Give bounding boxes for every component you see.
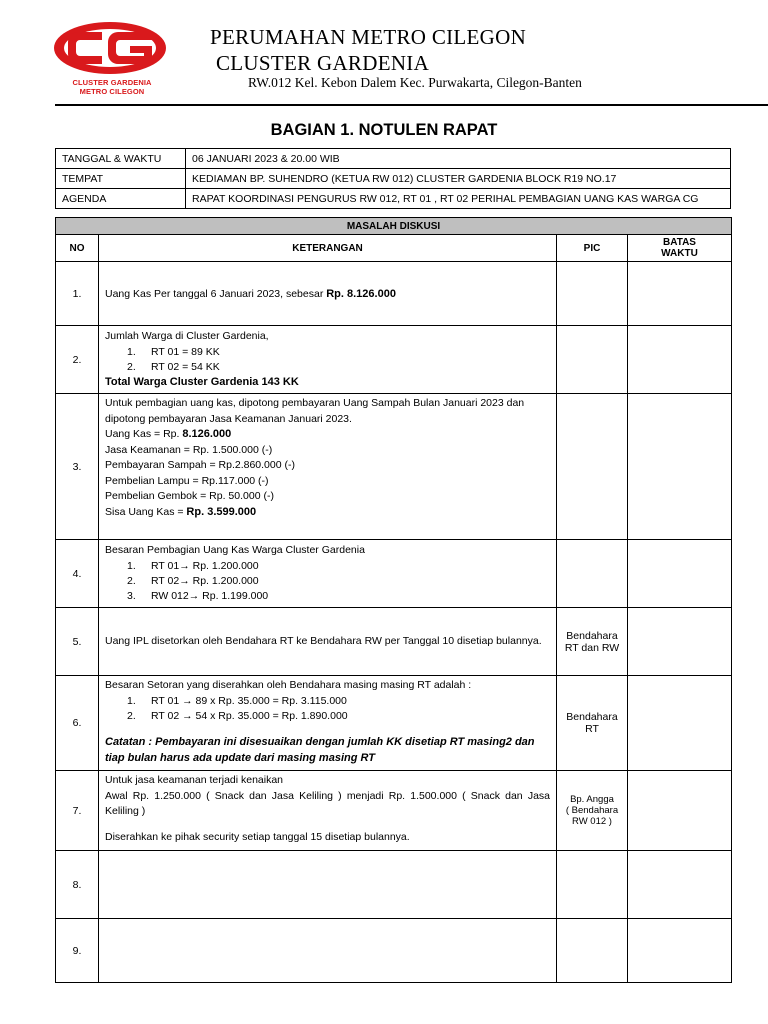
row-intro: Jumlah Warga di Cluster Gardenia,: [105, 330, 269, 342]
row-note: Catatan : Pembayaran ini disesuaikan dengan jumlah KK disetiap RT masing2 dan tiap bulan harus ada update dari masing masing RT: [105, 735, 535, 764]
row-pic: [557, 771, 628, 851]
col-deadline-header: [628, 235, 732, 262]
row-number: 7.: [56, 771, 99, 851]
row-pic: [557, 262, 628, 326]
list-item: [105, 574, 550, 589]
discussion-section-header: [56, 218, 732, 235]
table-row: [56, 608, 732, 676]
sub-list: [105, 559, 550, 604]
list-item: [105, 694, 550, 709]
table-row: [56, 919, 732, 983]
list-number: 1.: [127, 694, 136, 707]
row-description: [99, 394, 557, 540]
info-label: TEMPAT: [56, 169, 186, 189]
list-number: 2.: [127, 709, 136, 722]
meeting-info-table: [55, 148, 731, 209]
info-value: RAPAT KOORDINASI PENGURUS RW 012, RT 01 , RT 02 PERIHAL PEMBAGIAN UANG KAS WARGA CG: [186, 189, 731, 209]
row-deadline: [628, 919, 732, 983]
row-number: 5.: [56, 608, 99, 676]
col-no-header: NO: [56, 235, 99, 262]
list-number: 2.: [127, 574, 136, 587]
row-intro: Untuk pembagian uang kas, dipotong pembayaran Uang Sampah Bulan Januari 2023 dan dipotong pembayaran Jasa Keamanan Januari 2023.: [105, 397, 525, 425]
list-text: RT 02→ Rp. 1.200.000: [151, 574, 259, 587]
row-number: 2.: [56, 326, 99, 394]
row-number: 6.: [56, 676, 99, 771]
info-value: KEDIAMAN BP. SUHENDRO (KETUA RW 012) CLUSTER GARDENIA BLOCK R19 NO.17: [186, 169, 731, 189]
row-pic: [557, 326, 628, 394]
row-line-2: Awal Rp. 1.250.000 ( Snack dan Jasa Keliling ) menjadi Rp. 1.500.000 ( Snack dan Jasa Keliling ): [105, 789, 550, 817]
row-deadline: [628, 608, 732, 676]
list-item: [105, 345, 550, 360]
sisa-line: [105, 505, 550, 521]
pic-line: RW 012 ): [572, 816, 612, 827]
row-text: Uang Kas Per tanggal 6 Januari 2023, sebesar: [105, 287, 327, 300]
sisa-label: Sisa Uang Kas =: [105, 505, 187, 518]
row-intro: Besaran Pembagian Uang Kas Warga Cluster Gardenia: [105, 544, 365, 557]
table-row: [56, 676, 732, 771]
section-title: MASALAH DISKUSI: [56, 218, 732, 235]
list-text: RT 01 = 89 KK: [151, 345, 220, 358]
info-label: AGENDA: [56, 189, 186, 209]
sisa-amount: Rp. 3.599.000: [186, 505, 257, 518]
row-line-1: Untuk jasa keamanan terjadi kenaikan: [105, 774, 284, 786]
kas-label: Uang Kas = Rp.: [105, 428, 183, 440]
row-number: 4.: [56, 540, 99, 608]
row-pic: [557, 851, 628, 919]
logo-line-1: CLUSTER GARDENIA: [72, 78, 152, 87]
list-item: [105, 559, 550, 574]
row-pic: [557, 540, 628, 608]
row-total: Total Warga Cluster Gardenia 143 KK: [105, 375, 299, 388]
column-header-row: [56, 235, 732, 262]
list-item: [105, 360, 550, 375]
list-number: 1.: [127, 559, 136, 572]
sub-list: [105, 694, 550, 724]
row-deadline: [628, 394, 732, 540]
info-row-place: [56, 169, 731, 189]
header-divider: [55, 104, 768, 106]
row-description: [99, 262, 557, 326]
row-description: [99, 326, 557, 394]
info-label: TANGGAL & WAKTU: [56, 149, 186, 169]
org-address: RW.012 Kel. Kebon Dalem Kec. Purwakarta, Cilegon-Banten: [248, 75, 582, 90]
table-row: [56, 262, 732, 326]
list-text: RW 012→ Rp. 1.199.000: [151, 589, 269, 602]
table-row: [56, 851, 732, 919]
lampu-line: Pembelian Lampu = Rp.117.000 (-): [105, 474, 269, 487]
sampah-line: Pembayaran Sampah = Rp.2.860.000 (-): [105, 459, 295, 471]
pic-line: RT dan RW: [564, 641, 620, 654]
pic-line: Bp. Angga: [570, 794, 614, 805]
cluster-gardenia-logo: [52, 20, 172, 100]
row-deadline: [628, 851, 732, 919]
col-deadline-l1: BATAS: [663, 237, 696, 248]
jasa-line: Jasa Keamanan = Rp. 1.500.000 (-): [105, 443, 273, 456]
row-line-3: Diserahkan ke pihak security setiap tanggal 15 disetiap bulannya.: [105, 830, 410, 843]
row-deadline: [628, 540, 732, 608]
row-description: [99, 771, 557, 851]
list-item: [105, 709, 550, 724]
row-number: 1.: [56, 262, 99, 326]
row-deadline: [628, 771, 732, 851]
row-description: [99, 851, 557, 919]
list-text: RT 01→ Rp. 1.200.000: [151, 559, 259, 572]
row-amount: Rp. 8.126.000: [326, 287, 396, 300]
document-title: BAGIAN 1. NOTULEN RAPAT: [270, 121, 498, 139]
list-text: RT 02 = 54 KK: [151, 360, 220, 373]
row-deadline: [628, 326, 732, 394]
col-desc-header: KETERANGAN: [99, 235, 557, 262]
col-deadline-l2: WAKTU: [661, 248, 698, 259]
info-row-date: [56, 149, 731, 169]
row-intro: Besaran Setoran yang diserahkan oleh Bendahara masing masing RT adalah :: [105, 679, 472, 691]
info-value: 06 JANUARI 2023 & 20.00 WIB: [186, 149, 731, 169]
table-row: [56, 394, 732, 540]
pic-line: Bendahara: [566, 629, 618, 642]
col-pic-header: PIC: [557, 235, 628, 262]
gembok-line: Pembelian Gembok = Rp. 50.000 (-): [105, 490, 274, 502]
list-number: 1.: [127, 345, 136, 358]
row-description: Uang IPL disetorkan oleh Bendahara RT ke Bendahara RW per Tanggal 10 disetiap bulannya.: [99, 608, 557, 676]
pic-line: ( Bendahara: [565, 805, 619, 816]
row-deadline: [628, 262, 732, 326]
row-description: [99, 919, 557, 983]
sub-list: [105, 345, 550, 375]
kas-amount: 8.126.000: [182, 428, 232, 440]
row-pic: [557, 394, 628, 540]
row-number: 8.: [56, 851, 99, 919]
row-number: 9.: [56, 919, 99, 983]
table-row: [56, 326, 732, 394]
list-item: [105, 589, 550, 604]
row-deadline: [628, 676, 732, 771]
list-number: 2.: [127, 360, 136, 373]
pic-line: Bendahara: [566, 711, 618, 723]
kas-line: [105, 427, 550, 443]
cluster-name: CLUSTER GARDENIA: [216, 51, 430, 75]
pic-line: RT: [585, 723, 599, 735]
row-description: [99, 540, 557, 608]
row-pic: [557, 676, 628, 771]
row-pic: [557, 919, 628, 983]
org-name: PERUMAHAN METRO CILEGON: [210, 25, 527, 49]
info-row-agenda: [56, 189, 731, 209]
list-number: 3.: [127, 589, 136, 602]
logo-line-2: METRO CILEGON: [79, 87, 145, 96]
row-description: [99, 676, 557, 771]
cg-logo-mark: [52, 20, 172, 76]
table-row: [56, 771, 732, 851]
row-number: 3.: [56, 394, 99, 540]
row-pic: [557, 608, 628, 676]
discussion-table: [55, 217, 732, 983]
list-text: RT 02 → 54 x Rp. 35.000 = Rp. 1.890.000: [151, 709, 348, 722]
list-text: RT 01 → 89 x Rp. 35.000 = Rp. 3.115.000: [151, 694, 347, 707]
table-row: [56, 540, 732, 608]
